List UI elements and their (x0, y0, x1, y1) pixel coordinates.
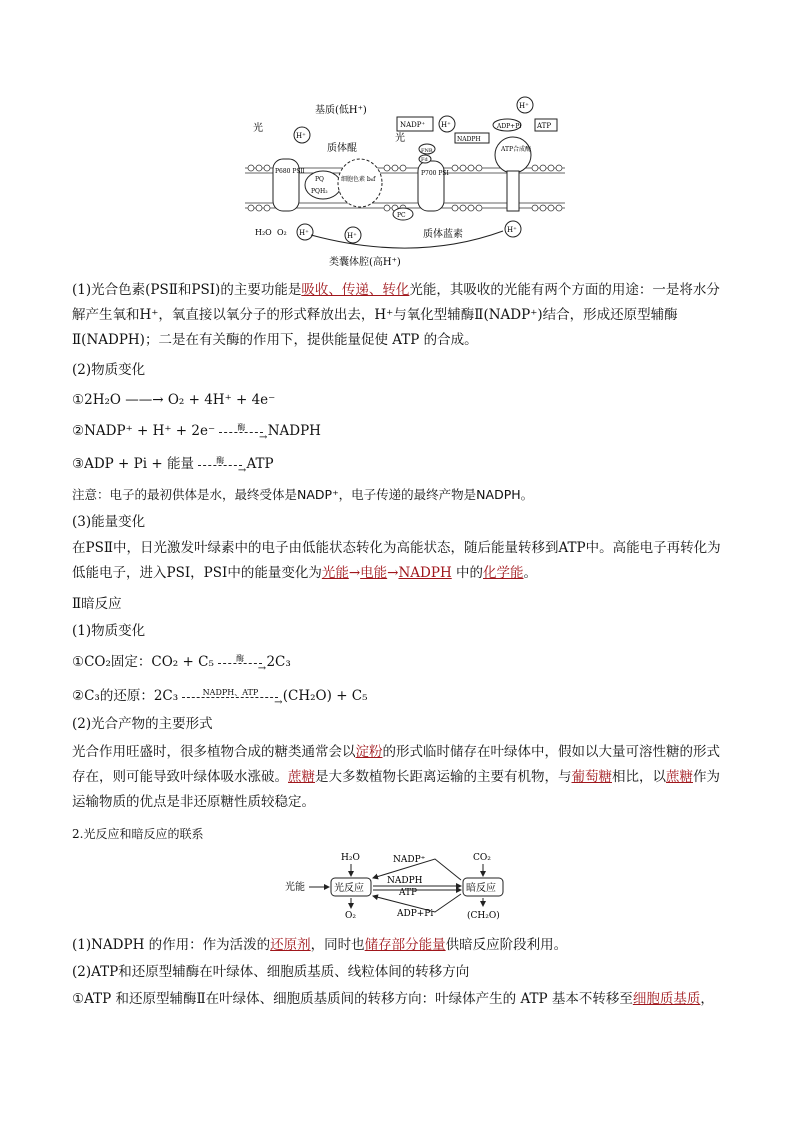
enzyme-arrow: 酶 → (219, 425, 263, 439)
key-term: 吸收、传递、转化 (301, 282, 410, 298)
heading-material-change: (2)物质变化 (72, 362, 146, 378)
light-dark-reaction-diagram (285, 850, 520, 920)
equation-3-right: ATP (246, 456, 274, 472)
plastocyanin-label: 质体蓝素 (423, 229, 463, 240)
fd-label: Fd (421, 157, 428, 163)
equation-5 (72, 684, 727, 709)
key-term: 光能 (321, 565, 349, 581)
nadph-label: NADPH (457, 136, 481, 143)
nadph-label: NADPH (387, 876, 423, 886)
h2o-label: H₂O (341, 853, 360, 863)
key-term: 蔗糖 (666, 769, 693, 785)
light-reaction-label: 光反应 (334, 883, 364, 894)
cytb6f-label: 细胞色素 b₆f (341, 176, 376, 183)
atp-synthase-channel (507, 171, 519, 211)
key-term: 细胞质基质 (632, 991, 701, 1007)
key-term: 电能 (360, 565, 388, 581)
equation-2 (72, 419, 727, 444)
text-segment: ，同时也 (310, 937, 365, 953)
key-term: 还原剂 (270, 937, 311, 953)
nadp-label: NADP⁺ (393, 855, 426, 865)
h-plus-label-5: H⁺ (347, 232, 357, 240)
heading-dark-material: (1)物质变化 (72, 623, 146, 639)
paragraph-nadph-role (72, 933, 727, 958)
heading-link: 2.光反应和暗反应的联系 (72, 827, 204, 841)
equation-5-right: (CH₂O) + C₅ (282, 688, 368, 704)
atp-synthase (495, 137, 531, 173)
equation-1: ①2H₂O ——→ O₂ + 4H⁺ + 4e⁻ (72, 392, 276, 408)
arrow-glyph: → (387, 565, 399, 581)
h-plus-label-2: H⁺ (441, 121, 451, 129)
equation-5-left: ②C₃的还原：2C₃ (72, 688, 179, 704)
enzyme-arrow: 酶 → (218, 656, 262, 670)
text-segment: ， (700, 991, 714, 1007)
equation-3-left: ③ADP + Pi + 能量 (72, 456, 194, 472)
light-label-1: 光 (253, 123, 263, 134)
heading-energy-change: (3)能量变化 (72, 514, 146, 530)
pqh2-label: PQH₂ (311, 188, 328, 195)
key-term: 化学能 (483, 565, 524, 581)
text-segment: 光能，其吸收的光能有两个方面的用途：一是将水分解产生氧和H⁺，氧直接以氧分子的形式释放出去，H⁺与氧化型辅酶Ⅱ(NADP⁺)结合，形成还原型辅酶Ⅱ(NADPH)；二是在有关酶的作用下，提供能量促使 ATP 的合成。 (72, 282, 720, 348)
ch2o-label: (CH₂O) (467, 911, 500, 920)
lumen-label: 类囊体腔(高H⁺) (329, 257, 401, 268)
adp-pi-label: ADP+Pi (397, 909, 434, 919)
key-term: 葡萄糖 (571, 769, 612, 785)
text-segment: 是大多数植物长距离运输的主要有机物，与 (315, 769, 572, 785)
fnr-label: FNR (421, 148, 433, 154)
text-segment: 光合作用旺盛时，很多植物合成的糖类通常会以 (72, 744, 356, 760)
thylakoid-membrane-diagram (245, 93, 565, 273)
pc-label: PC (397, 212, 406, 219)
text-segment: (1)NADPH 的作用：作为活泼的 (72, 937, 271, 953)
text-segment: 作为运输物质的优点是非还原糖性质较稳定。 (72, 769, 720, 810)
light-label-2: 光 (395, 133, 405, 144)
text-segment: 。 (523, 565, 538, 581)
key-term: NADPH (398, 565, 452, 581)
h-plus-label-4: H⁺ (299, 229, 309, 237)
equation-3 (72, 452, 727, 477)
nadp-label: NADP⁺ (400, 121, 426, 129)
light-energy-label: 光能 (285, 882, 305, 893)
text-segment: 的形式临时储存在叶绿体中，假如以大量可溶性糖的形式存在，则可能导致叶绿体吸水涨破。 (72, 744, 720, 785)
enzyme-label: 酶 (216, 455, 225, 465)
paragraph-pigment-function (72, 278, 727, 353)
stroma-label: 基质(低H⁺) (315, 105, 367, 116)
equation-4 (72, 650, 727, 675)
heading-products: (2)光合产物的主要形式 (72, 716, 213, 732)
key-term: 储存部分能量 (364, 937, 446, 953)
nadph-atp-arrow: NADPH、ATP → (182, 690, 278, 704)
co2-label: CO₂ (473, 853, 491, 863)
ps1-complex (418, 161, 444, 211)
atp-label: ATP (399, 888, 418, 898)
o2-label: O₂ (277, 228, 287, 237)
equation-2-left: ②NADP⁺ + H⁺ + 2e⁻ (72, 423, 216, 439)
plastoquinone-label: 质体醌 (327, 143, 357, 154)
ps2-label: P680 PSⅡ (275, 168, 305, 175)
enzyme-arrow: 酶 → (198, 458, 242, 472)
dark-reaction-label: 暗反应 (466, 883, 496, 894)
text-segment: 中的 (451, 565, 484, 581)
text-segment: (1)光合色素(PSⅡ和PSⅠ)的主要功能是 (72, 282, 302, 298)
o2-label: O₂ (345, 911, 356, 920)
enzyme-label: 酶 (236, 653, 245, 663)
key-term: 蔗糖 (288, 769, 315, 785)
h-plus-label-1: H⁺ (296, 132, 306, 140)
h-plus-label-6: H⁺ (507, 226, 517, 234)
proton-gradient-arrow (311, 231, 503, 248)
heading-dark-reaction: Ⅱ暗反应 (72, 596, 122, 612)
heading-transfer: (2)ATP和还原型辅酶在叶绿体、细胞质基质、线粒体间的转移方向 (72, 964, 470, 980)
text-segment: ①ATP 和还原型辅酶Ⅱ在叶绿体、细胞质基质间的转移方向：叶绿体产生的 ATP 基本不转移至 (72, 991, 633, 1007)
atp-synthase-label: ATP合成酶 (501, 146, 532, 153)
adp-pi-label: ADP+Pi (497, 123, 522, 130)
ps2-complex (273, 159, 299, 211)
pq-label: PQ (315, 176, 324, 183)
paragraph-products (72, 740, 727, 815)
text-segment: 在PSⅡ中，日光激发叶绿素中的电子由低能状态转化为高能状态，随后能量转移到ATP中。高能电子再转化为低能电子，进入PSⅠ，PSⅠ中的能量变化为 (72, 540, 721, 581)
cytb6f-complex (338, 159, 382, 207)
key-term: 淀粉 (355, 744, 383, 760)
text-segment: 供暗反应阶段利用。 (445, 937, 568, 953)
equation-2-right: NADPH (267, 423, 321, 439)
h2o-label: H₂O (255, 228, 272, 237)
equation-4-left: ①CO₂固定：CO₂ + C₅ (72, 654, 214, 670)
note: 注意：电子的最初供体是水，最终受体是NADP⁺，电子传递的最终产物是NADPH。 (72, 487, 534, 502)
atp-label: ATP (537, 122, 552, 130)
ps1-label: P700 PSⅠ (421, 170, 449, 177)
paragraph-transfer (72, 987, 727, 1012)
h-plus-label-3: H⁺ (519, 102, 529, 110)
enzyme-label: 酶 (237, 422, 246, 432)
text-segment: 相比，以 (612, 769, 666, 785)
equation-4-right: 2C₃ (266, 654, 291, 670)
paragraph-energy-change (72, 536, 727, 586)
nadph-atp-label: NADPH、ATP (202, 687, 259, 697)
arrow-glyph: → (348, 565, 361, 581)
